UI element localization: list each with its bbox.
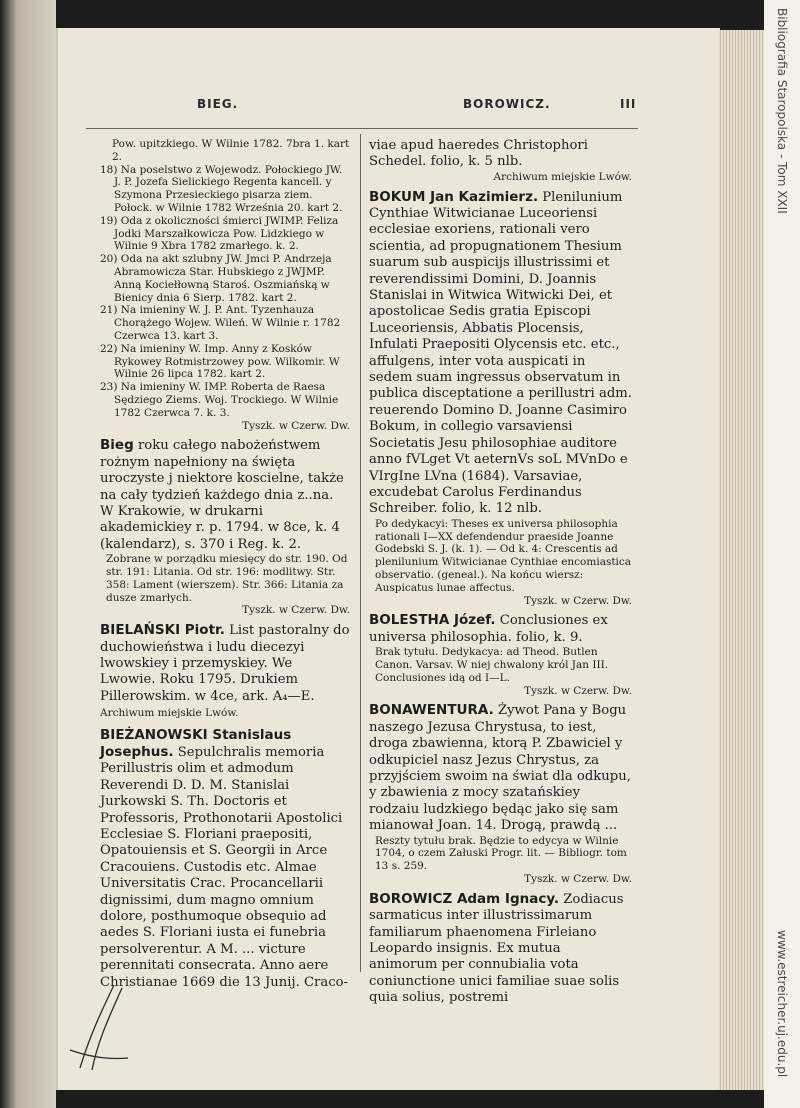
- list-item: 22) Na imieniny W. Imp. Anny z Kosków Rykowey Rotmistrzowey pow. Wilkomir. W Wilnie 26 lipca 1782. kart 2.: [100, 342, 340, 381]
- source-note: Archiwum miejskie Lwów.: [100, 707, 239, 720]
- entry-note: Reszty tytułu brak. Będzie to edycya w Wilnie 1704, o czem Załuski Progr. lit. — Bibliogr. tom 13 s. 259.: [375, 834, 627, 873]
- entry-text: Plenilunium Cynthiae Witwicianae Luceoriensi ecclesiae exoriens, rationali vero scientia, ad propugnationem Thesium suarum sub auspicijs illustrissimi et reverendissimi Domini, D. Joannis Stanislai in Witwica Witwicki Dei, et apostolicae Sedis gratia Episcopi Luceoriensis, Abbatis Plocensis, Infulati Praepositi Olycensis etc. etc., affulgens, inter vota auspicati in sedem suam ingressus observatum in publica disceptatione a perillustri adm. reuerendo Domino D. Joanne Casimiro Bokum, in collegio varsaviensi Societatis Jesu philosophiae auditore anno fVLget Vt aeternVs soL MVnDo e VIrgIne LVna (1684). Varsaviae, excudebat Carolus Ferdinandus Schreiber. folio, k. 12 nlb.: [369, 189, 632, 517]
- entry-continuation: viae apud haeredes Christophori Schedel. folio, k. 5 nlb.: [369, 138, 588, 170]
- entry-note: Brak tytułu. Dedykacya: ad Theod. Butlen Canon. Varsav. W niej chwalony król Jan III. Conclusiones idą od I—L.: [375, 646, 609, 684]
- entry-bielanski: [100, 622, 350, 721]
- entry-borowicz: [369, 891, 632, 1007]
- entry-text: Zodiacus sarmaticus inter illustrissimarum familiarum phaenomena Firleiano Leopardo insignis. Ex mutua animorum per connubialia vota coniunctione unici familiae suae solis quia solius, postremi: [369, 891, 624, 1006]
- entry-keyword: BONAWENTURA.: [369, 702, 494, 719]
- entry-bokum: [369, 189, 632, 518]
- entry-note: Po dedykacyi: Theses ex universa philosophia rationali I—XX defendendur praeside Joanne Godebski S. J. (k. 1). — Od k. 4: Crescentis ad plenilunium Witwicianae Cynthiae encomiastica observatio. (geneal.). Na końcu wiersz: Auspicatus lunae affectus.: [375, 517, 632, 594]
- entry-text: List pastoralny do duchowieństwa i ludu diecezyi lwowskiey i przemyskiey. We Lwowie. Roku 1795. Drukiem Pillerowskim. w 4ce, ark. A₄—E.: [100, 623, 350, 704]
- running-head-left: BIEG.: [197, 97, 239, 111]
- source-note: Tyszk. w Czerw. Dw.: [242, 419, 350, 432]
- right-column: [369, 138, 632, 1007]
- entry-keyword: BIEŻANOWSKI Stanislaus Josephus.: [100, 726, 292, 760]
- entry-bieg: [100, 437, 350, 553]
- entry-text: Sepulchralis memoria Perillustris olim et admodum Reverendi D. D. M. Stanislai Jurkowski S. Th. Doctoris et Professoris, Prothonotarii Apostolici Ecclesiae S. Floriani praepositi, Opatouiensis et S. Georgii in Arce Cracouiens. Custodis etc. Almae Universitatis Crac. Procancellarii dignissimi, dum magno omnium dolore, posthumoque obsequio ad aedes S. Floriani iusta ei funebria persolverentur. A M. ... victure perennitati consecrata. Anno aere Christianae 1669 die 13 Junij. Craco-: [100, 745, 348, 990]
- entry-bonawentura: [369, 702, 632, 834]
- header-rule: [86, 128, 638, 129]
- source-note: Tyszk. w Czerw. Dw.: [242, 604, 350, 617]
- source-note: Tyszk. w Czerw. Dw.: [524, 594, 632, 607]
- entry-biezanowski: [100, 727, 350, 992]
- entry-text: Conclusiones ex universa philosophia. folio, k. 9.: [369, 613, 608, 645]
- source-note: Tyszk. w Czerw. Dw.: [524, 872, 632, 885]
- source-note: Tyszk. w Czerw. Dw.: [524, 684, 632, 697]
- entry-keyword: BIELAŃSKI Piotr.: [100, 622, 225, 639]
- collection-label: Bibliografia Staropolska - Tom XXII: [775, 8, 789, 214]
- source-note: Archiwum miejskie Lwów.: [493, 170, 632, 183]
- entry-note: Zobrane w porządku miesięcy do str. 190. Od str. 191: Litania. Od str. 196: modlitwy. Str. 358: Lament (wierszem). Str. 366: Litania za dusze zmarłych.: [106, 553, 348, 604]
- list-item: 23) Na imieniny W. IMP. Roberta de Raesa Sędziego Ziems. Woj. Trockiego. W Wilnie 1782 Czerwca 7. k. 3.: [100, 381, 339, 419]
- entry-keyword: Bieg: [100, 437, 134, 454]
- entry-keyword: BOLESTHA Józef.: [369, 612, 496, 629]
- entry-text: Żywot Pana y Bogu naszego Jezusa Chrystusa, to iest, droga zbawienna, ktorą P. Zbawiciel y odkupiciel nasz Jezus Chrystus, za przyjściem swoim na świat dla odkupu, y zbawienia z mocy szatańskiey rodzaiu ludzkiego będąc jako się sam mianował Joan. 14. Drogą, prawdą ...: [369, 703, 631, 834]
- page-stack: [718, 30, 764, 1090]
- entry-text: roku całego nabożeństwem rożnym napełniony na święta uroczyste j niektore koscielne, także na cały tydzień każdego dnia z..na. W Krakowie, w drukarni akademickiey r. p. 1794. w 8ce, k. 4 (kalendarz), s. 370 i Reg. k. 2.: [100, 438, 344, 552]
- entry-bolestha: [369, 612, 632, 646]
- list-item: 21) Na imieniny W. J. P. Ant. Tyzenhauza Chorążego Wojew. Wileń. W Wilnie r. 1782 Czerwca 13. kart 3.: [100, 304, 341, 342]
- list-item: 18) Na poselstwo z Wojewodz. Połockiego JW. J. P. Jozefa Sielickiego Regenta kancell. y Szymona Przesieckiego pisarza ziem. Połock. w Wilnie 1782 Września 20. kart 2.: [100, 163, 343, 214]
- running-head-center: BOROWICZ.: [463, 97, 551, 111]
- list-item: 19) Oda z okoliczności śmierci JWIMP. Feliza Jodki Marszałkowicza Pow. Lidzkiego w Wilnie 9 Xbra 1782 zmarłego. k. 2.: [100, 214, 339, 253]
- page-number: III: [620, 97, 637, 111]
- entry-keyword: BOKUM Jan Kazimierz.: [369, 188, 539, 205]
- signature-mark: [62, 980, 132, 1075]
- entry-keyword: BOROWICZ Adam Ignacy.: [369, 890, 560, 907]
- left-column: [100, 138, 350, 991]
- previous-page-edge: [0, 0, 56, 1108]
- column-divider: [360, 134, 361, 972]
- list-item: 20) Oda na akt szlubny JW. Jmci P. Andrzeja Abramowicza Star. Hubskiego z JWJMP. Anną Kociełłowną Staroś. Oszmiańską w Bienicy dnia 6 Sierp. 1782. kart 2.: [100, 253, 332, 304]
- website-label: www.estreicher.uj.edu.pl: [775, 930, 789, 1078]
- list-item: Pow. upitzkiego. W Wilnie 1782. 7bra 1. kart 2.: [112, 138, 350, 163]
